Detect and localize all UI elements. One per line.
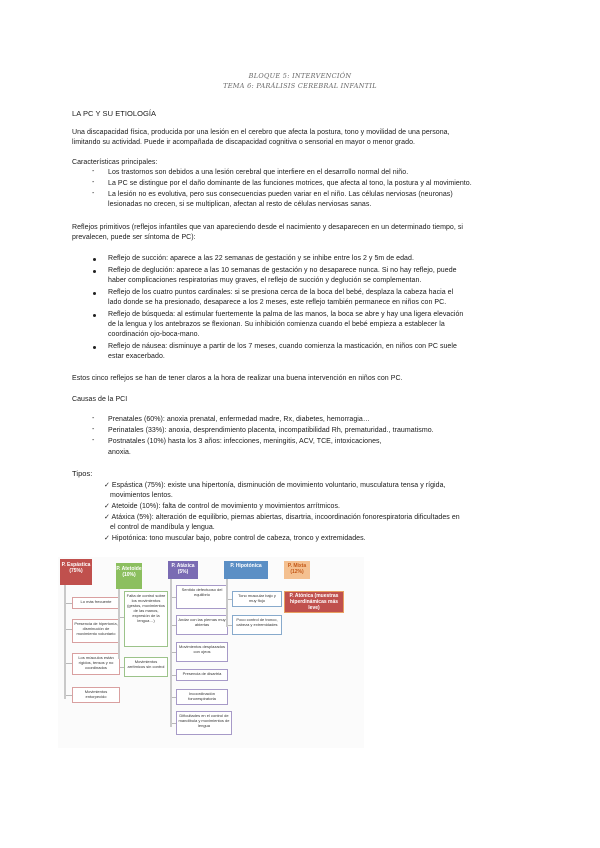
reflex-item: Reflejo de deglución: aparece a las 10 semanas de gestación y no desaparece nunca. Si no hay reflejo, puede [108,267,457,274]
type-header-spastic: P. Espástica (75%) [60,559,92,585]
cause-item: Postnatales (10%) hasta los 3 años: infecciones, meningitis, ACV, TCE, intoxicaciones, [108,438,382,445]
types-title: Tipos: [72,469,93,478]
type-item: el control de mandíbula y lengua. [110,524,215,531]
mixed-detail-box: P. Atónica (muestras hiperdinámicas más leve) [284,591,344,613]
type-item: ✓ Espástica (75%): existe una hipertonía, disminución de movimiento voluntario, musculatura tensa y rígida, [104,482,446,489]
characteristics-title: Características principales: [72,159,158,166]
reflexes-intro: prevalecen, puede ser síntoma de PC): [72,234,196,241]
ataxic-detail-box: Sentido defectuoso del equilibrio [176,585,228,609]
cause-item-continued: anoxia. [108,449,131,456]
spastic-detail-box: Los músculos están rígidos, tensos y no coordinados [72,653,120,675]
hypotonic-detail-box: Poco control de tronco, cabeza y extremidades [232,615,282,635]
bullet-dot [93,270,96,273]
ataxic-detail-box: Incoordinación fonorespiratoria [176,689,228,705]
characteristic-item: lesionadas no crecen, si se multiplican, afectan al resto de células nerviosas sanas. [108,201,372,208]
dash-bullet: - [92,190,95,197]
reflex-item: de la lengua y los antebrazos se flexionan. Su inhibición comienza cuando el bebé empieza a establecer la [108,321,445,328]
reflexes-closing: Estos cinco reflejos se han de tener claros a la hora de realizar una buena intervención en niños con PC. [72,375,403,382]
dash-bullet: - [92,168,95,175]
column-connector [226,577,228,627]
dash-bullet: - [92,179,95,186]
column-connector [118,579,120,659]
type-header-mixed: P. Mixta (12%) [284,561,310,579]
dash-bullet: - [92,426,95,433]
characteristic-item: Los trastornos son debidos a una lesión cerebral que interfiere en el desarrollo normal del niño. [108,169,409,176]
reflex-item: Reflejo de los cuatro puntos cardinales: si se presiona cerca de la boca del bebé, desplaza la cabeza hacia el [108,289,454,296]
pc-types-diagram [58,557,364,748]
dash-bullet: - [92,437,95,444]
section-title: LA PC Y SU ETIOLOGÍA [72,109,157,118]
cause-item: Perinatales (33%): anoxia, desprendimiento placenta, incompatibilidad Rh, prematuridad., traumatismo. [108,427,434,434]
bullet-dot [93,292,96,295]
ataxic-detail-box: Presencia de disartria [176,669,228,681]
bullet-dot [93,346,96,349]
header-block-title: BLOQUE 5: INTERVENCIÓN [248,72,352,80]
column-connector [64,579,66,699]
type-item: ✓ Atetoide (10%): falta de control de movimiento y movimientos arrítmicos. [104,503,340,510]
reflex-item: haber complicaciones respiratorias muy graves, el reflejo de succión y deglución se complementan. [108,277,422,284]
definition-line: Una discapacidad física, producida por una lesión en el cerebro que afecta la postura, tono y movilidad de una persona, [72,129,450,136]
bullet-dot [93,258,96,261]
reflex-item: coordinación ojo-boca-mano. [108,331,200,338]
ataxic-detail-box: Andar con las piernas muy abiertas [176,615,228,635]
type-item: ✓ Atáxica (5%): alteración de equilibrio, piernas abiertas, disartria, incoordinación fonorespiratoria dificultades en [104,514,460,521]
athetoid-detail-box: Falta de control sobre los movimientos (gestos, movimientos de las manos, expresión de la lengua…) [124,591,168,647]
type-header-athetoid: P. Atetoide (10%) [116,563,142,589]
bullet-dot [93,314,96,317]
spastic-detail-box: Movimientos entorpecido [72,687,120,703]
definition-line: limitando su actividad. Puede ir acompañada de discapacidad cognitiva o sensorial en mayor o menor grado. [72,139,416,146]
type-header-ataxic: P. Atáxica (5%) [168,561,198,579]
reflex-item: Reflejo de succión: aparece a las 22 semanas de gestación y se inhibe entre los 2 y 5m de edad. [108,255,414,262]
characteristic-item: La lesión no es evolutiva, pero sus consecuencias pueden variar en el niño. Las células nerviosas (neuronas) [108,191,453,198]
athetoid-detail-box: Movimientos arrítmicos sin control [124,657,168,677]
ataxic-detail-box: Movimientos desplazados con ojeos [176,642,228,662]
characteristic-item: La PC se distingue por el daño dominante de las funciones motrices, que afecta al tono, la postura y al movimiento. [108,180,472,187]
spastic-detail-box: Lo más frecuente [72,597,120,609]
reflex-item: estar exacerbado. [108,353,165,360]
reflex-item: Reflejo de búsqueda: al estimular fuertemente la palma de las manos, la boca se abre y hay una ligera elevación [108,311,464,318]
cause-item: Prenatales (60%): anoxia prenatal, enfermedad madre, Rx, diabetes, hemorragia… [108,416,370,423]
reflexes-intro: Reflejos primitivos (reflejos infantiles que van apareciendo desde el nacimiento y desaparecen en un determinado tiempo, si [72,224,463,231]
header-topic-title: TEMA 6: PARÁLISIS CEREBRAL INFANTIL [223,82,377,90]
type-item: ✓ Hipotónica: tono muscular bajo, pobre control de cabeza, tronco y extremidades. [104,535,366,542]
reflex-item: Reflejo de náusea: disminuye a partir de los 7 meses, cuando comienza la masticación, en niños con PC suele [108,343,457,350]
dash-bullet: - [92,415,95,422]
type-item: movimientos lentos. [110,492,173,499]
reflex-item: lado donde se ha presionado, desaparece a los 2 meses, este reflejo también permanece en niños con PC. [108,299,447,306]
hypotonic-detail-box: Tono muscular bajo y muy flojo [232,591,282,607]
ataxic-detail-box: Dificultades en el control de mandíbula y movimientos de lengua [176,711,232,735]
type-header-hypotonic: P. Hipotónica [224,561,268,579]
causes-title: Causas de la PCI [72,396,128,403]
spastic-detail-box: Presencia de hipertonía, disminución de movimiento voluntario [72,619,120,643]
